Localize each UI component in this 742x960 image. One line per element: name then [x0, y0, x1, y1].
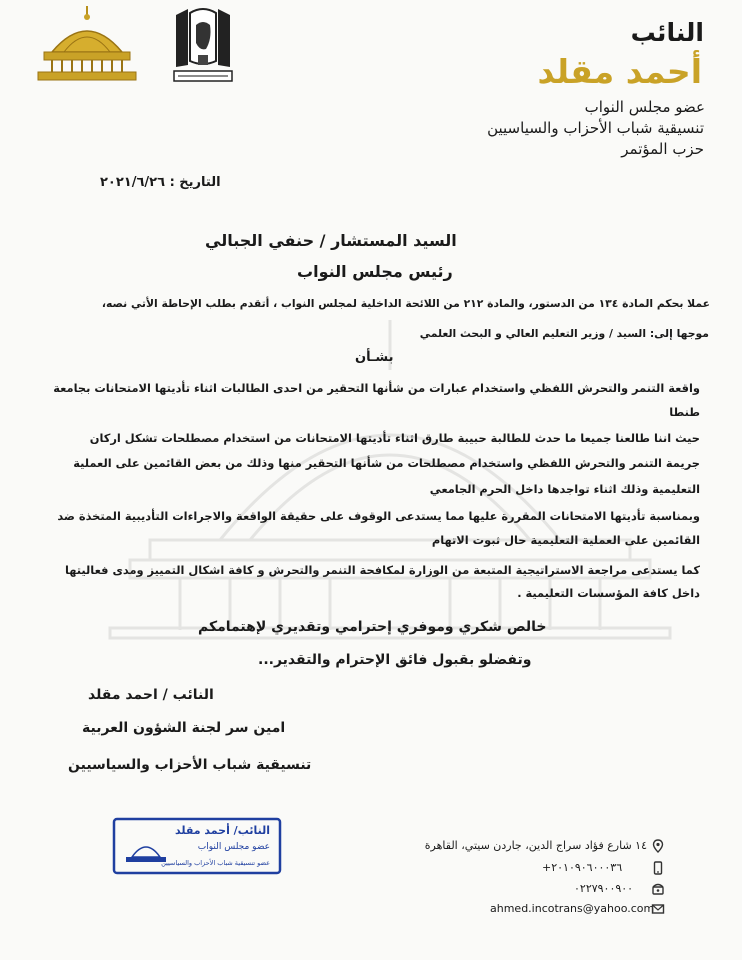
stamp-line-1: النائب/ أحمد مقلد — [175, 824, 270, 837]
stamp-line-3: عضو تنسيقية شباب الأحزاب والسياسيين — [161, 859, 270, 867]
addressee-title: رئيس مجلس النواب — [297, 262, 453, 281]
footer-address: ١٤ شارع فؤاد سراج الدين، جاردن سيتي، القاهرة — [424, 839, 647, 852]
signature-name: النائب / احمد مقلد — [88, 687, 214, 703]
paragraph-3-line-2: القائمين على العملية التعليمية حال ثبوت الاتهام — [431, 533, 700, 547]
letter-date: التاريخ : ٢٠٢١/٦/٢٦ — [100, 175, 221, 190]
subject-label: بشـأن — [355, 350, 394, 365]
header-name: أحمد مقلد — [537, 52, 702, 91]
footer-mobile: +٢٠١٠٩٠٦٠٠٠٣٦ — [542, 861, 623, 874]
paragraph-1-line-2: طنطا — [669, 405, 700, 419]
header-line-parliament-member: عضو مجلس النواب — [584, 98, 705, 116]
header-line-party: حزب المؤتمر — [621, 140, 704, 158]
footer-email[interactable]: ahmed.incotrans@yahoo.com — [490, 902, 655, 915]
paragraph-4-line-1: كما يستدعى مراجعة الاستراتيجية المتبعة من الوزارة لمكافحة التنمر والتحرش و كافة اشكال التمييز ومدى فعاليتها — [64, 563, 700, 577]
paragraph-2-line-1: حيث اننا طالعنا جميعا ما حدث للطالبة حبيبة طارق اثناء تأديتها الامتحانات من استخدام مصطلحات تشكل اركان — [89, 431, 700, 445]
addressee-name: السيد المستشار / حنفي الجبالي — [205, 231, 457, 250]
closing-thanks: خالص شكري وموفري إحترامي وتقديري لإهتمامكم — [198, 619, 547, 635]
parliament-dome-logo-icon — [34, 2, 140, 82]
paragraph-4-line-2: داخل كافة المؤسسات التعليمية . — [517, 586, 700, 600]
mobile-phone-icon — [651, 861, 665, 875]
landline-phone-icon — [651, 882, 665, 896]
signature-committee: امين سر لجنة الشؤون العربية — [82, 720, 286, 736]
paragraph-1-line-1: واقعة التنمر والتحرش اللفظي واستخدام عبارات من شأنها التحقير من احدى الطالبات اثناء تأديتها الامتحانات بجامعة — [53, 381, 700, 395]
stamp-line-2: عضو مجلس النواب — [197, 842, 270, 852]
location-pin-icon — [651, 839, 665, 853]
stamp-dome-icon — [132, 847, 160, 857]
envelope-icon — [651, 902, 665, 916]
official-stamp — [112, 817, 282, 875]
paragraph-2-line-2: جريمة التنمر والتحرش اللفظي واستخدام مصطلحات من شأنها التحقير منها وذلك من بعض القائمين على العملية — [73, 456, 700, 470]
signature-coordination: تنسيقية شباب الأحزاب والسياسيين — [68, 757, 312, 773]
conference-party-emblem-icon — [168, 5, 238, 85]
paragraph-2-line-3: التعليمية وذلك اثناء تواجدها داخل الحرم الجامعي — [429, 482, 700, 496]
directed-to-line: موجها إلى: السيد / وزير التعليم العالي و البحث العلمي — [419, 327, 709, 340]
header-title-mp: النائب — [630, 18, 704, 47]
header-line-coordination: تنسيقية شباب الأحزاب والسياسيين — [487, 119, 704, 137]
paragraph-3-line-1: وبمناسبة تأديتها الامتحانات المقررة عليها مما يستدعى الوقوف على حقيقة الواقعة والاجراءات التأديبية المتخذة ضد — [57, 509, 700, 523]
intro-paragraph: عملا بحكم المادة ١٣٤ من الدستور، والمادة ٢١٢ من اللائحة الداخلية لمجلس النواب ، أتقدم بطلب الإحاطة الأتي نصه، — [101, 297, 710, 310]
footer-phone: ٠٢٢٧٩٠٠٩٠٠ — [574, 882, 634, 895]
closing-regards: وتفضلو بقبول فائق الإحترام والتقدير... — [258, 652, 532, 668]
